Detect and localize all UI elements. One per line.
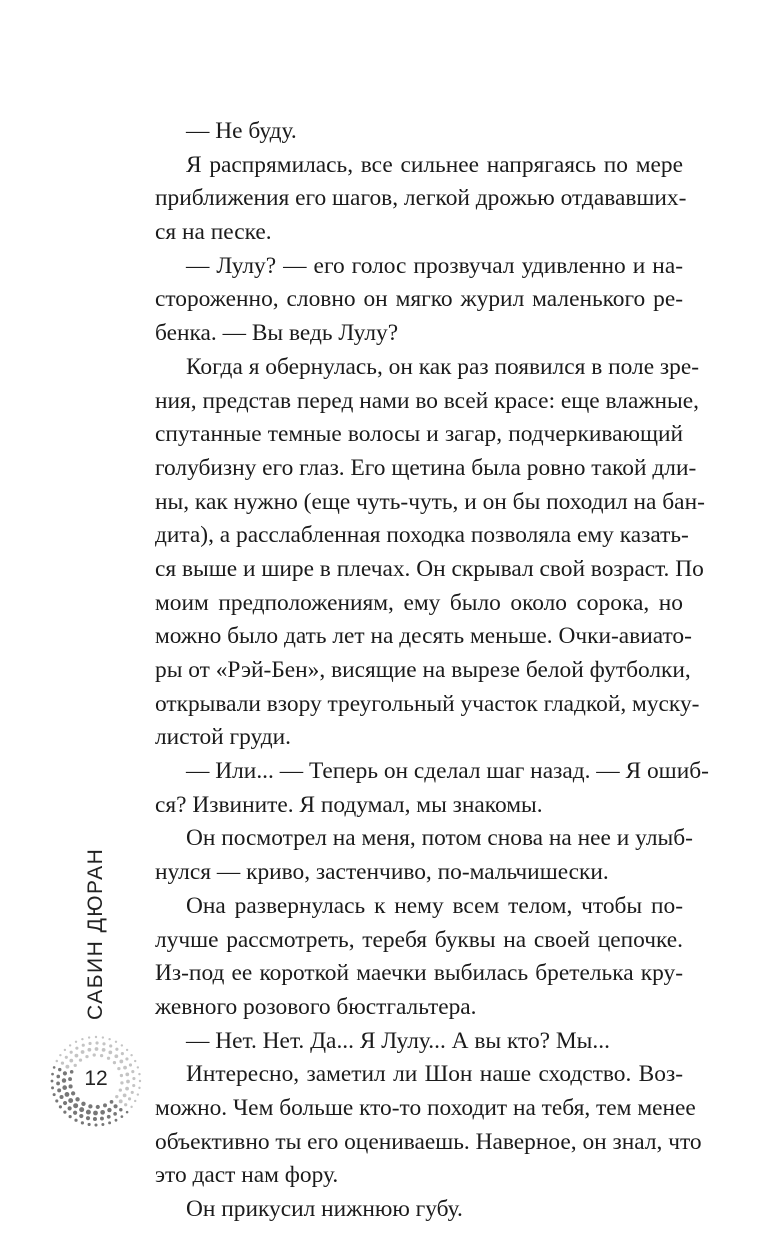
- ornament-dot: [56, 1060, 59, 1063]
- text-line: ны, как нужно (еще чуть-чуть, и он бы походил на бан-: [155, 488, 705, 515]
- text-line: открывали взору треугольный участок гладкой, муску-: [155, 690, 700, 717]
- ornament-dot: [121, 1052, 124, 1055]
- text-line: — Лулу? — его голос прозвучал удивленно и на-: [186, 252, 683, 279]
- ornament-dot: [60, 1095, 64, 1099]
- ornament-dot: [75, 1041, 77, 1043]
- text-line: — Нет. Нет. Да... Я Лулу... А вы кто? Мы...: [186, 1027, 610, 1054]
- ornament-dot: [107, 1108, 111, 1112]
- text-line: Он посмотрел на меня, потом снова на нее и улыб-: [186, 825, 693, 852]
- ornament-dot: [108, 1051, 112, 1055]
- text-line: бенка. — Вы ведь Лулу?: [155, 320, 399, 347]
- ornament-dot: [64, 1049, 66, 1051]
- ornament-dot: [130, 1054, 132, 1056]
- ornament-dot: [113, 1112, 117, 1116]
- ornament-dot: [130, 1106, 132, 1108]
- ornament-dot: [95, 1047, 99, 1051]
- ornament-dot: [69, 1059, 73, 1063]
- text-line: нулся — криво, застенчиво, по-мальчишески.: [155, 859, 609, 886]
- ornament-dot: [126, 1111, 129, 1114]
- ornament-dot: [115, 1095, 118, 1098]
- ornament-dot: [81, 1050, 85, 1054]
- text-line: ся выше и шире в плечах. Он скрывал свой возраст. По: [155, 555, 704, 582]
- text-line: это даст нам фору.: [155, 1162, 339, 1189]
- text-line: лучше рассмотреть, теребя буквы на своей цепочке.: [155, 926, 683, 953]
- ornament-dot: [95, 1036, 97, 1038]
- ornament-dot: [102, 1036, 104, 1038]
- ornament-dot: [100, 1117, 104, 1121]
- ornament-dot: [134, 1060, 136, 1062]
- ornament-dot: [81, 1038, 83, 1040]
- ornament-dot: [102, 1048, 106, 1052]
- ornament-dot: [86, 1116, 90, 1120]
- ornament-dot: [107, 1115, 111, 1119]
- text-line: Из-под ее короткой маечки выбилась бретелька кру-: [155, 960, 683, 987]
- ornament-dot: [73, 1103, 78, 1108]
- text-line: Интересно, заметил ли Шон наше сходство. Воз-: [186, 1061, 683, 1088]
- ornament-dot: [74, 1119, 77, 1122]
- ornament-dot: [113, 1061, 116, 1064]
- ornament-dot: [119, 1099, 123, 1103]
- ornament-dot: [63, 1101, 67, 1105]
- ornament-dot: [55, 1099, 58, 1102]
- ornament-dot: [65, 1056, 68, 1059]
- page-number-ornament: [48, 1033, 144, 1129]
- ornament-dot: [128, 1097, 131, 1100]
- ornament-dot: [87, 1048, 91, 1052]
- ornament-dot: [121, 1044, 123, 1046]
- text-line: ся? Извините. Я подумал, мы знакомы.: [155, 791, 543, 818]
- text-line: приближения его шагов, легкой дрожью отдававших-: [155, 185, 687, 212]
- ornament-dot: [108, 1121, 111, 1124]
- ornament-dot: [100, 1110, 105, 1115]
- ornament-dot: [82, 1044, 85, 1047]
- ornament-dot: [73, 1111, 77, 1115]
- ornament-dot: [68, 1098, 73, 1103]
- ornament-dot: [79, 1058, 82, 1061]
- text-line: листой груди.: [155, 724, 292, 751]
- ornament-dot: [70, 1051, 73, 1054]
- text-line: Он прикусил нижнюю губу.: [186, 1196, 463, 1222]
- text-line: Она развернулась к нему всем телом, чтобы по-: [186, 892, 683, 919]
- text-line: моим предположениям, ему было около сорока, но: [155, 589, 683, 616]
- text-line: жевного розового бюстгальтера.: [155, 993, 477, 1020]
- ornament-dot: [115, 1041, 117, 1043]
- running-head-author: САБИН ДЮРАН: [84, 847, 107, 1020]
- text-line: ния, представ перед нами во всей красе: еще влажные,: [155, 387, 699, 414]
- ornament-dot: [100, 1054, 103, 1057]
- ornament-dot: [108, 1038, 110, 1040]
- ornament-dot: [123, 1093, 127, 1097]
- ornament-dot: [53, 1093, 56, 1096]
- ornament-dot: [93, 1117, 97, 1121]
- ornament-dot: [115, 1119, 118, 1122]
- text-line: можно было дать лет на десять меньше. Очки-авиато-: [155, 623, 692, 650]
- ornament-dot: [121, 1115, 124, 1118]
- ornament-dot: [113, 1104, 117, 1108]
- ornament-dot: [137, 1093, 139, 1095]
- ornament-dot: [114, 1054, 118, 1058]
- ornament-dot: [94, 1123, 97, 1126]
- text-line: — Или... — Теперь он сделал шаг назад. — Я ошиб-: [186, 758, 709, 785]
- ornament-dot: [102, 1042, 105, 1045]
- ornament-dot: [81, 1121, 84, 1124]
- ornament-dot: [63, 1111, 66, 1114]
- ornament-dot: [93, 1053, 96, 1056]
- ornament-dot: [75, 1047, 78, 1050]
- text-line: Я распрямилась, все сильнее напрягаясь по мере: [186, 151, 683, 178]
- text-line: объективно ты его оцениваешь. Наверное, он знал, что: [155, 1128, 702, 1155]
- ornament-dot: [119, 1060, 123, 1064]
- ornament-dot: [79, 1107, 84, 1112]
- ornament-dot: [88, 1042, 91, 1045]
- ornament-dot: [75, 1054, 79, 1058]
- ornament-dot: [134, 1100, 136, 1102]
- text-line: ся на песке.: [155, 219, 272, 246]
- ornament-dot: [109, 1044, 112, 1047]
- ornament-dot: [101, 1123, 104, 1126]
- ornament-dot: [88, 1036, 90, 1038]
- ornament-dot: [59, 1054, 61, 1056]
- ornament-dot: [125, 1057, 128, 1060]
- text-line: голубизну его глаз. Его щетина была ровно такой дли-: [155, 454, 697, 481]
- ornament-dot: [86, 1110, 91, 1115]
- ornament-dot: [88, 1123, 91, 1126]
- ornament-dot: [85, 1055, 88, 1058]
- ornament-dot: [126, 1049, 128, 1051]
- text-line: Когда я обернулась, он как раз появился в поле зре-: [186, 353, 700, 380]
- ornament-dot: [103, 1103, 107, 1107]
- text-line: можно. Чем больше кто-то походит на тебя, тем менее: [155, 1094, 696, 1121]
- ornament-dot: [96, 1105, 100, 1109]
- page-number: 12: [84, 1067, 108, 1090]
- ornament-dot: [68, 1106, 72, 1110]
- ornament-dot: [69, 1115, 72, 1118]
- ornament-dot: [88, 1104, 92, 1108]
- ornament-dot: [93, 1111, 98, 1116]
- ornament-dot: [69, 1044, 71, 1046]
- text-line: стороженно, словно он мягко журил маленького ре-: [155, 286, 683, 313]
- ornament-dot: [59, 1105, 62, 1108]
- text-line: ры от «Рэй-Бен», висящие на вырезе белой футболки,: [155, 657, 691, 683]
- ornament-dot: [124, 1103, 127, 1106]
- ornament-dot: [107, 1057, 110, 1060]
- ornament-dot: [81, 1102, 85, 1106]
- text-line: спутанные темные волосы и загар, подчеркивающий: [155, 421, 683, 448]
- text-line: дита), а расслабленная походка позволяла ему казать-: [155, 522, 689, 549]
- text-line: — Не буду.: [186, 118, 297, 144]
- ornament-dot: [79, 1114, 83, 1118]
- ornament-dot: [75, 1097, 79, 1101]
- ornament-dot: [110, 1100, 114, 1104]
- body-text: [155, 115, 709, 1227]
- ornament-dot: [119, 1108, 122, 1111]
- ornament-dot: [115, 1048, 118, 1051]
- ornament-dot: [95, 1041, 98, 1044]
